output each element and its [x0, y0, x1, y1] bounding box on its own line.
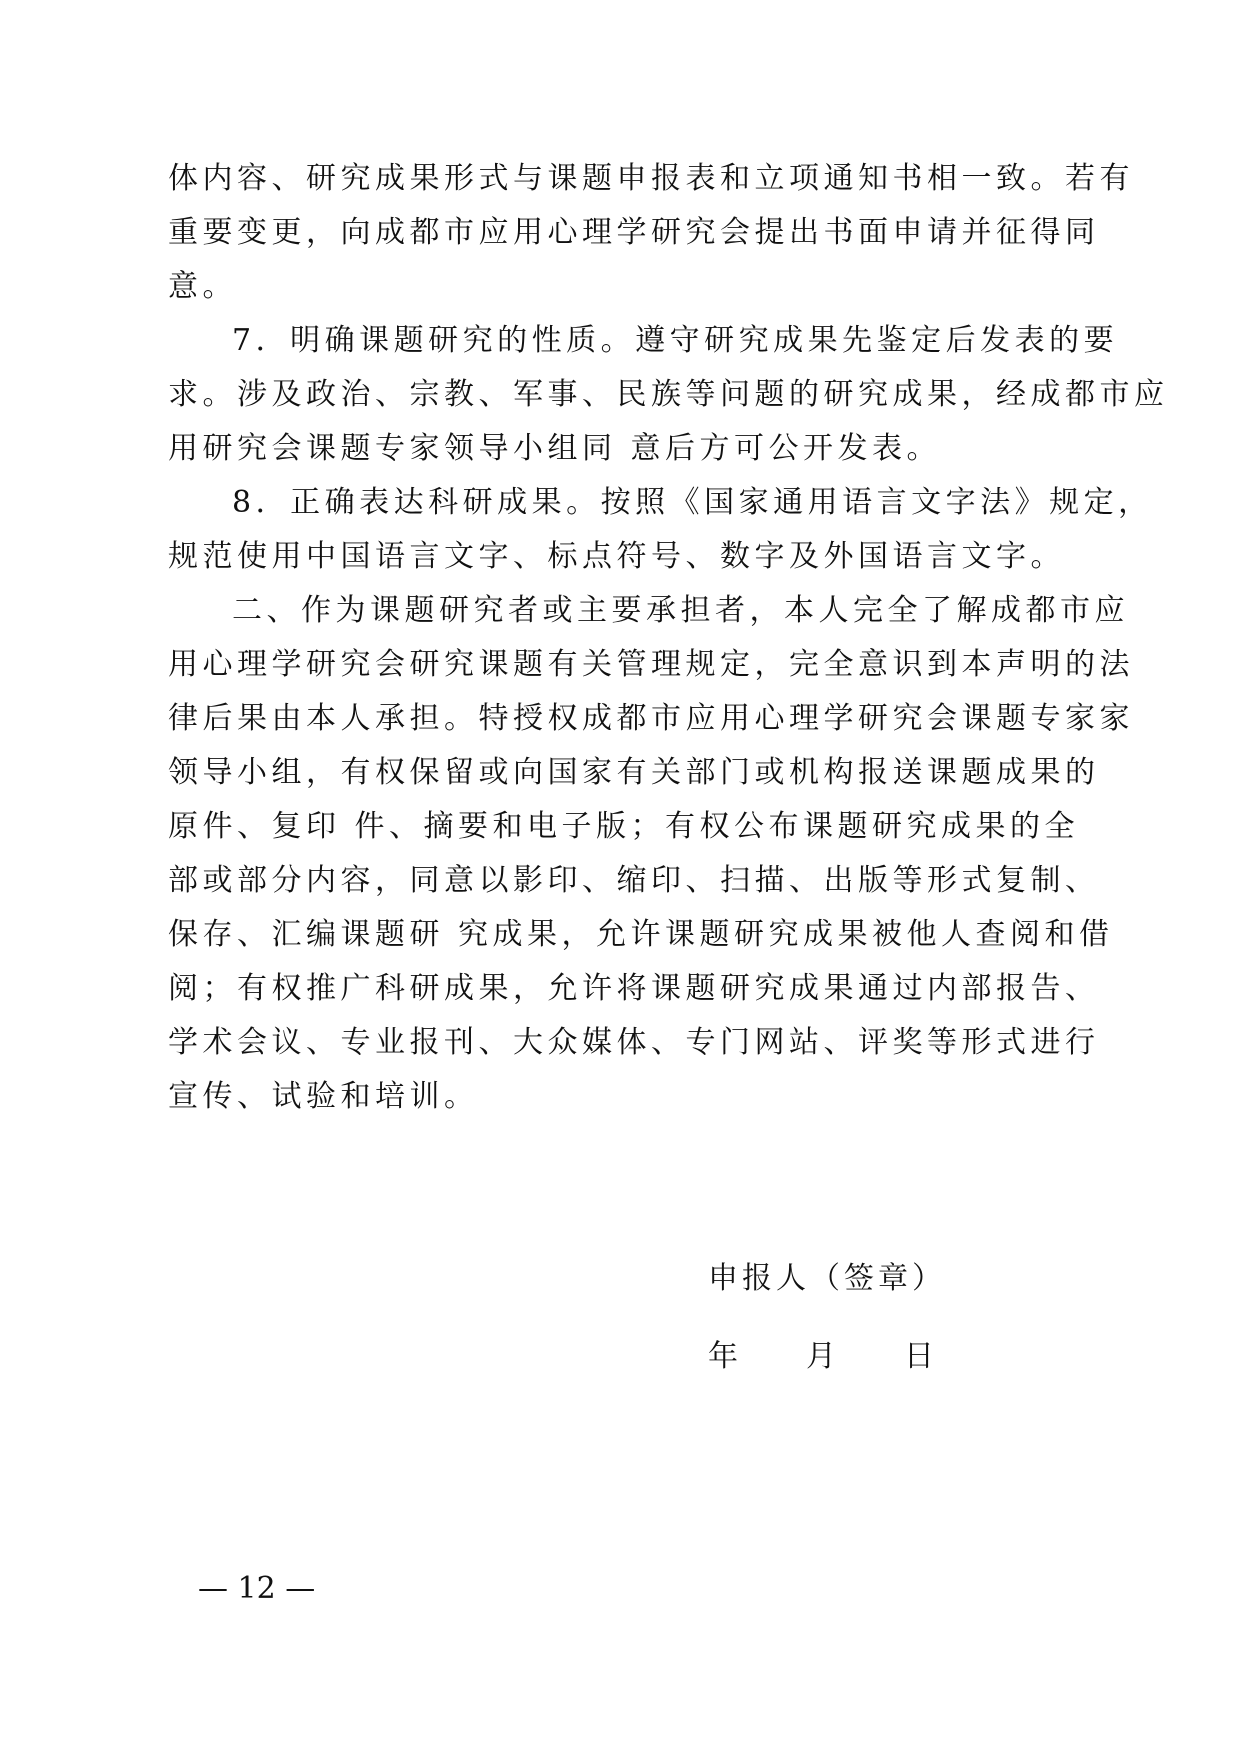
text-line: 阅；有权推广科研成果，允许将课题研究成果通过内部报告、 — [168, 971, 1100, 1006]
text-line-item-8: 8．正确表达科研成果。按照《国家通用语言文字法》规定， — [232, 485, 1153, 520]
date-year: 年 — [708, 1339, 738, 1374]
signature-label: 申报人（签章） — [708, 1261, 946, 1296]
date-day: 日 — [904, 1339, 934, 1374]
body-text — [168, 152, 1169, 1124]
text-line: 体内容、研究成果形式与课题申报表和立项通知书相一致。若有 — [168, 161, 1134, 196]
text-line: 学术会议、专业报刊、大众媒体、专门网站、评奖等形式进行 — [168, 1025, 1100, 1060]
text-line: 用研究会课题专家领导小组同 意后方可公开发表。 — [168, 431, 942, 466]
date-month: 月 — [806, 1339, 836, 1374]
text-line: 保存、汇编课题研 究成果，允许课题研究成果被他人查阅和借 — [168, 917, 1114, 952]
date-line — [708, 1330, 934, 1384]
text-line: 意。 — [168, 269, 237, 304]
text-line-section-2: 二、作为课题研究者或主要承担者，本人完全了解成都市应 — [232, 593, 1129, 628]
text-line: 宣传、试验和培训。 — [168, 1079, 479, 1114]
text-line: 规范使用中国语言文字、标点符号、数字及外国语言文字。 — [168, 539, 1065, 574]
text-line-item-7: 7．明确课题研究的性质。遵守研究成果先鉴定后发表的要 — [232, 323, 1119, 358]
text-line: 部或部分内容，同意以影印、缩印、扫描、出版等形式复制、 — [168, 863, 1100, 898]
text-line: 原件、复印 件、摘要和电子版；有权公布课题研究成果的全 — [168, 809, 1080, 844]
text-line: 用心理学研究会研究课题有关管理规定，完全意识到本声明的法 — [168, 647, 1134, 682]
text-line: 重要变更，向成都市应用心理学研究会提出书面申请并征得同 — [168, 215, 1100, 250]
text-line: 求。涉及政治、宗教、军事、民族等问题的研究成果，经成都市应 — [168, 377, 1169, 412]
text-line: 领导小组，有权保留或向国家有关部门或机构报送课题成果的 — [168, 755, 1100, 790]
text-line: 律后果由本人承担。特授权成都市应用心理学研究会课题专家家 — [168, 701, 1134, 736]
page-number: — 12 — — [198, 1571, 316, 1606]
